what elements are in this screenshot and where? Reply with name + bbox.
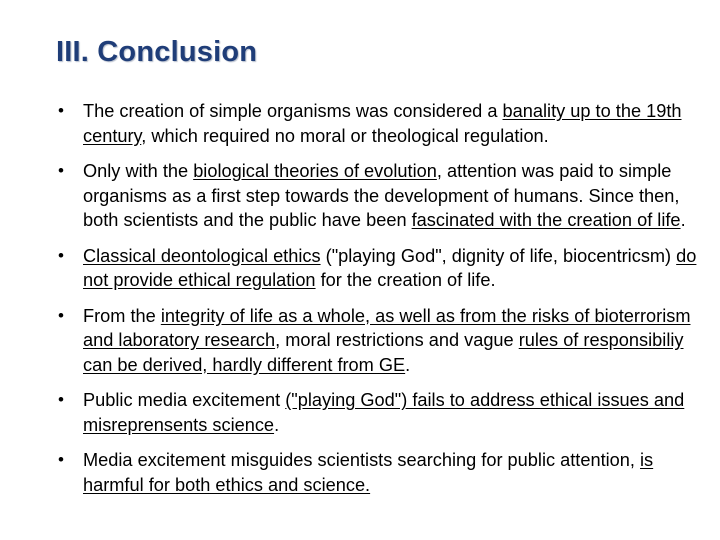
- bullet-item: [58, 304, 708, 378]
- slide-title: III. Conclusion: [56, 36, 258, 68]
- bullet-dot-icon: •: [58, 245, 64, 265]
- bullet-item: [58, 99, 708, 148]
- bullet-text: The creation of simple organisms was considered a: [83, 101, 503, 121]
- underlined-text: banality up to the 19th century: [83, 101, 682, 146]
- underlined-text: ("playing God") fails to address ethical issues and misreprensents science: [83, 390, 685, 435]
- bullet-text: ("playing God", dignity of life, biocentricsm): [320, 245, 677, 266]
- bullet-text: .: [680, 210, 686, 230]
- underlined-text: rules of responsibiliy can be derived, hardly different from GE: [83, 330, 684, 375]
- bullet-dot-icon: •: [58, 305, 64, 325]
- bullet-text: From the: [83, 305, 161, 326]
- bullet-list: [58, 99, 708, 508]
- bullet-dot-icon: •: [58, 161, 64, 180]
- bullet-text: .: [274, 414, 280, 435]
- underlined-text: fascinated with the creation of life: [411, 210, 681, 230]
- bullet-text: , which required no moral or theological regulation.: [141, 125, 549, 146]
- underlined-text: is harmful for both ethics and science.: [83, 450, 654, 495]
- bullet-text: Only with the: [83, 161, 194, 181]
- bullet-item: [58, 388, 708, 437]
- underlined-text: do not provide ethical regulation: [83, 245, 697, 290]
- underlined-text: Classical deontological ethics: [83, 245, 321, 266]
- bullet-text: Media excitement misguides scientists searching for public attention,: [83, 450, 641, 470]
- bullet-text: Public media excitement: [83, 390, 286, 410]
- underlined-text: biological theories of evolution: [193, 161, 437, 181]
- underlined-text: integrity of life as a whole, as well as from the risks of bioterrorism and laboratory research: [83, 305, 691, 350]
- bullet-dot-icon: •: [58, 390, 64, 409]
- bullet-text: .: [405, 354, 411, 375]
- bullet-dot-icon: •: [58, 101, 64, 120]
- bullet-text: for the creation of life.: [315, 270, 496, 290]
- bullet-dot-icon: •: [58, 450, 64, 469]
- bullet-item: [58, 244, 708, 293]
- bullet-text: , moral restrictions and vague: [275, 330, 519, 350]
- bullet-item: [58, 159, 708, 233]
- bullet-text: , attention was paid to simple organisms as a first step towards the development of humans. Since then, both scientists and the public have been: [83, 161, 680, 230]
- bullet-item: [58, 448, 708, 497]
